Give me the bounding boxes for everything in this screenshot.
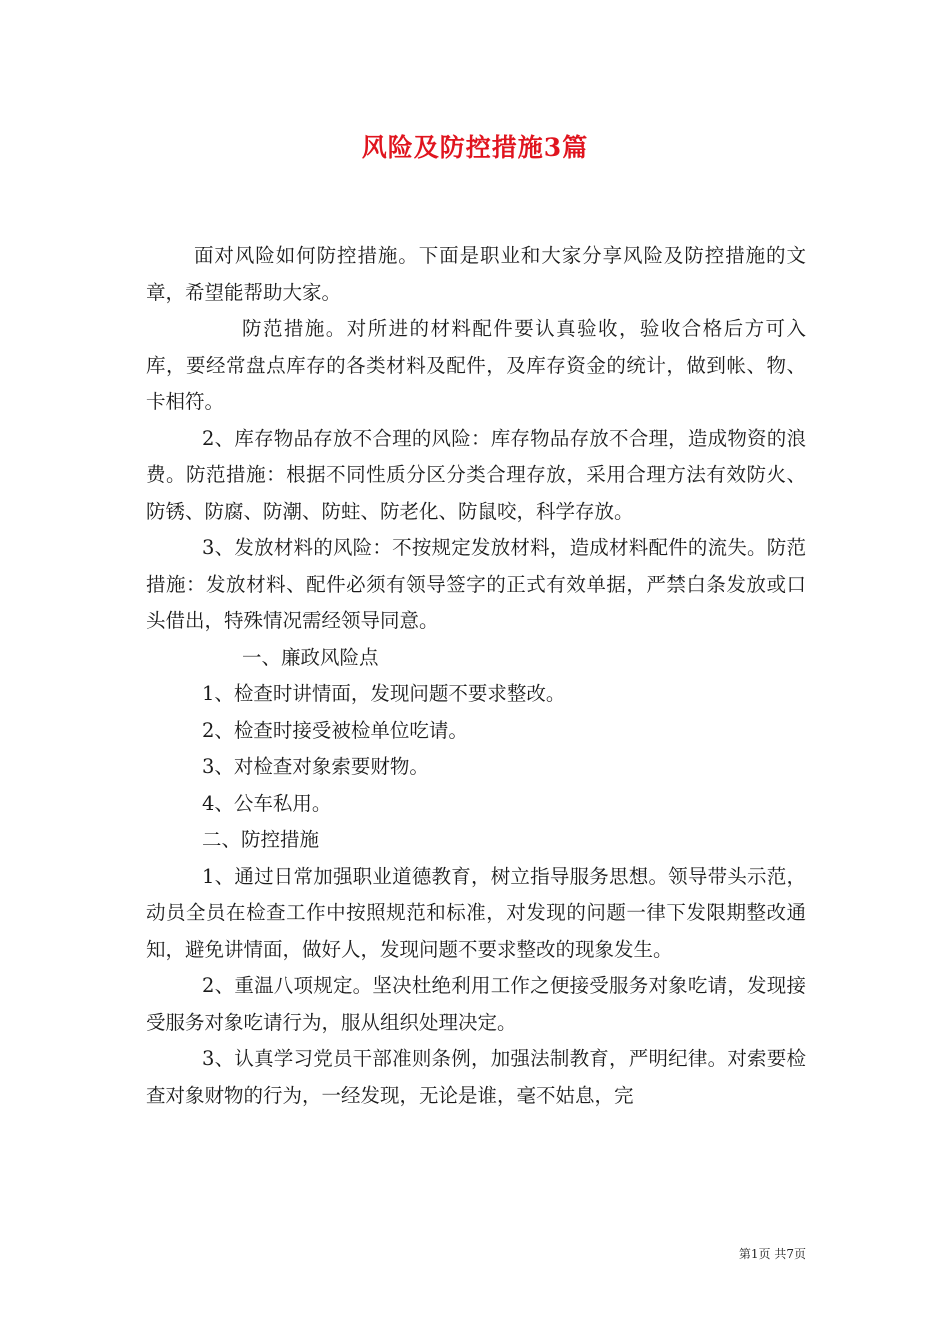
paragraph: 2、库存物品存放不合理的风险：库存物品存放不合理，造成物资的浪费。防范措施：根据不同性质分区分类合理存放，采用合理方法有效防火、防锈、防腐、防潮、防蛀、防老化、防鼠咬，科学存放。 xyxy=(146,426,806,523)
document-body xyxy=(146,238,806,1114)
list-item: 4、公车私用。 xyxy=(202,791,332,815)
paragraph: 1、通过日常加强职业道德教育，树立指导服务思想。领导带头示范，动员全员在检查工作中按照规范和标准，对发现的问题一律下发限期整改通知，避免讲情面，做好人，发现问题不要求整改的现象发生。 xyxy=(146,864,806,961)
list-item: 2、检查时接受被检单位吃请。 xyxy=(202,718,468,742)
list-item: 1、检查时讲情面，发现问题不要求整改。 xyxy=(202,682,566,705)
paragraph: 2、重温八项规定。坚决杜绝利用工作之便接受服务对象吃请，发现接受服务对象吃请行为，服从组织处理决定。 xyxy=(146,974,806,1034)
section-heading: 二、防控措施 xyxy=(202,828,320,851)
paragraph: 3、发放材料的风险：不按规定发放材料，造成材料配件的流失。防范措施：发放材料、配件必须有领导签字的正式有效单据，严禁白条发放或口头借出，特殊情况需经领导同意。 xyxy=(146,536,806,632)
paragraph: 面对风险如何防控措施。下面是职业和大家分享风险及防控措施的文章，希望能帮助大家。 xyxy=(146,244,806,304)
page-number: 第1页 共7页 xyxy=(738,1247,806,1261)
paragraph: 3、认真学习党员干部准则条例，加强法制教育，严明纪律。对索要检查对象财物的行为，一经发现，无论是谁，毫不姑息，完 xyxy=(146,1047,806,1107)
paragraph: 防范措施。对所进的材料配件要认真验收，验收合格后方可入库，要经常盘点库存的各类材料及配件，及库存资金的统计，做到帐、物、卡相符。 xyxy=(146,317,806,413)
list-item: 3、对检查对象索要财物。 xyxy=(202,755,429,778)
section-heading: 一、廉政风险点 xyxy=(242,645,379,669)
document-title: 风险及防控措施3篇 xyxy=(361,133,589,162)
